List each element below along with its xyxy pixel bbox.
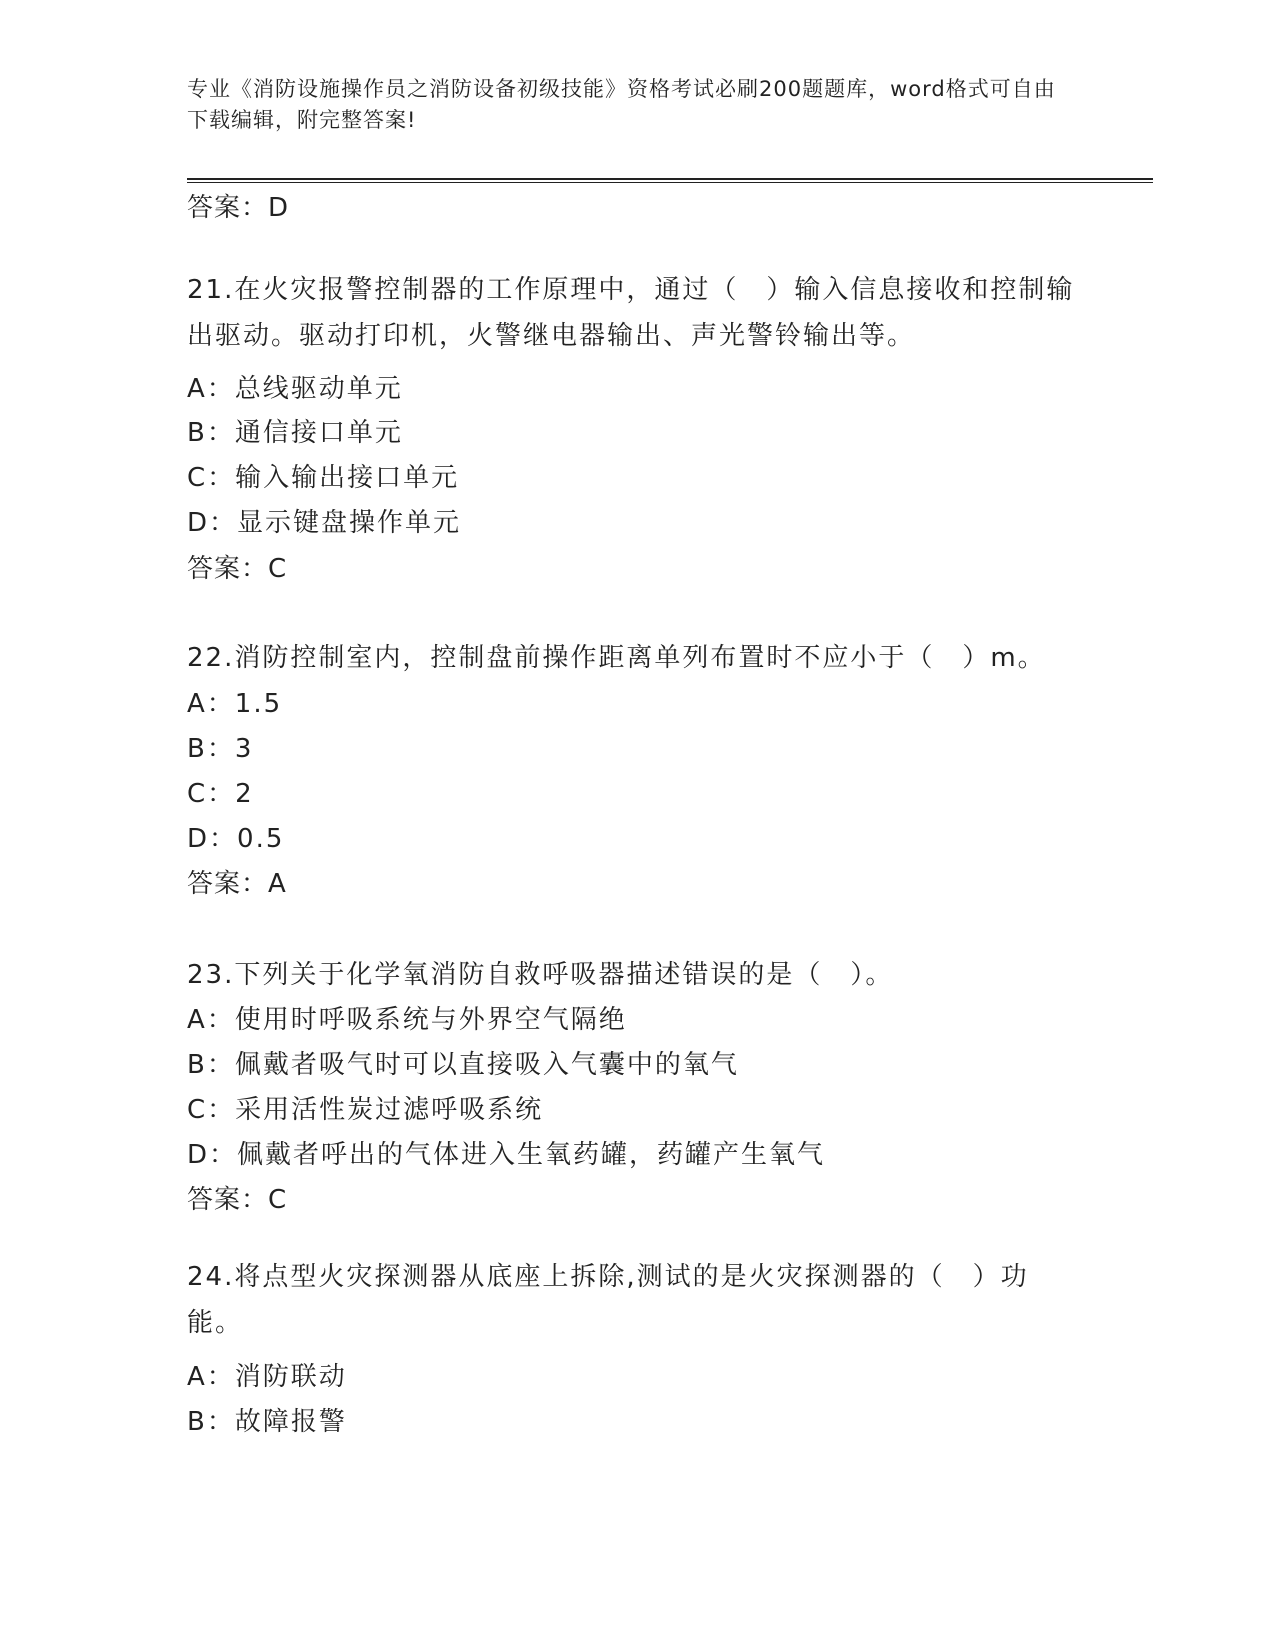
question-23-option-c: C：采用活性炭过滤呼吸系统 [187,1095,544,1125]
question-22-stem: 22.消防控制室内，控制盘前操作距离单列布置时不应小于（ ）m。 [187,643,1046,673]
question-23-stem: 23.下列关于化学氧消防自救呼吸器描述错误的是（ ）。 [187,960,894,990]
question-22-option-b: B：3 [187,734,254,764]
question-21-option-d: D：显示键盘操作单元 [187,508,462,538]
header-divider [187,178,1153,183]
question-21-option-a: A：总线驱动单元 [187,374,403,404]
question-23-option-d: D：佩戴者呼出的气体进入生氧药罐，药罐产生氧气 [187,1140,826,1170]
question-22-option-c: C：2 [187,779,254,809]
page-header: 专业《消防设施操作员之消防设备初级技能》资格考试必刷200题题库，word格式可自由下载编辑，附完整答案! [187,77,1056,132]
question-23-option-b: B：佩戴者吸气时可以直接吸入气囊中的氧气 [187,1050,739,1080]
question-21-option-c: C：输入输出接口单元 [187,463,460,493]
question-23-answer: 答案：C [187,1185,288,1215]
question-24-stem: 24.将点型火灾探测器从底座上拆除,测试的是火灾探测器的（ ）功能。 [187,1262,1029,1338]
question-22-answer: 答案：A [187,869,287,899]
question-22-option-d: D：0.5 [187,824,285,854]
question-21-option-b: B：通信接口单元 [187,418,403,448]
question-21-stem: 21.在火灾报警控制器的工作原理中，通过（ ）输入信息接收和控制输出驱动。驱动打印机，火警继电器输出、声光警铃输出等。 [187,275,1075,351]
question-23-option-a: A：使用时呼吸系统与外界空气隔绝 [187,1005,627,1035]
question-24-option-b: B：故障报警 [187,1407,347,1437]
previous-answer: 答案：D [187,193,290,223]
question-21-answer: 答案：C [187,554,288,584]
question-22-option-a: A：1.5 [187,689,283,719]
question-24-option-a: A：消防联动 [187,1362,347,1392]
